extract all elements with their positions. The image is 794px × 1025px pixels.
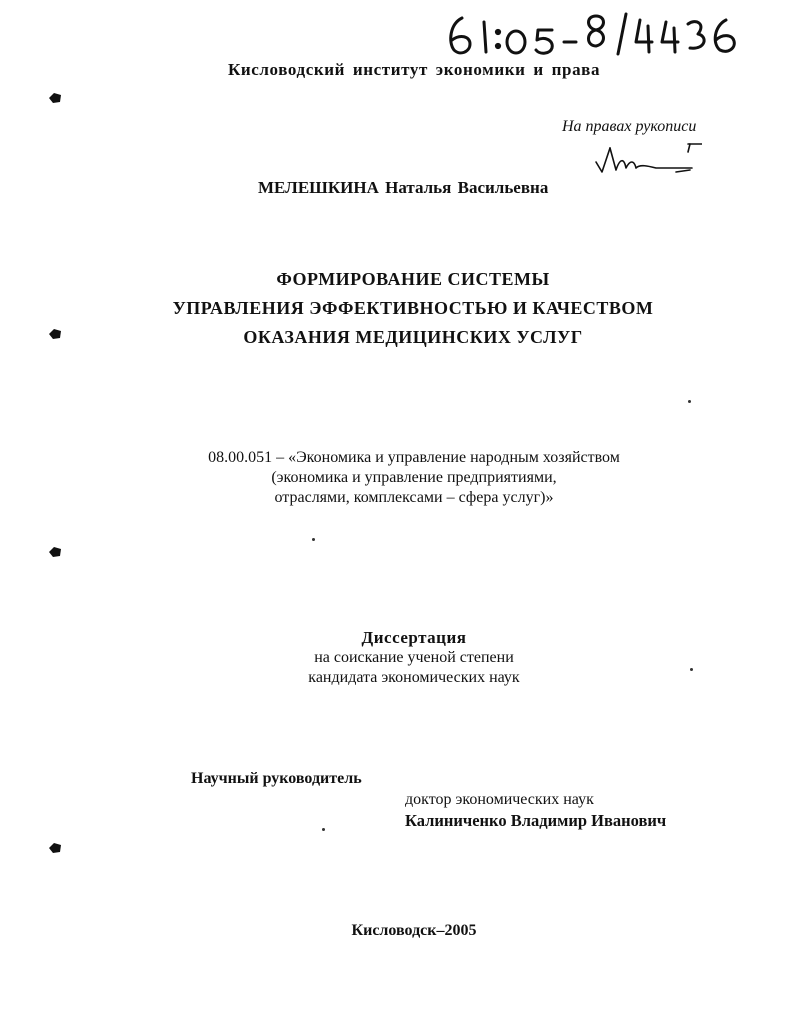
degree-statement [0, 628, 794, 688]
author-name: МЕЛЕШКИНА Наталья Васильевна [258, 178, 549, 197]
handwritten-signature [592, 140, 702, 180]
manuscript-rights-note: На правах рукописи [562, 118, 697, 135]
specialty-line: 08.00.051 – «Экономика и управление народным хозяйством [208, 449, 620, 466]
title-line: УПРАВЛЕНИЯ ЭФФЕКТИВНОСТЬЮ И КАЧЕСТВОМ [172, 298, 654, 318]
binding-hole-shape [48, 546, 62, 558]
title-line: ФОРМИРОВАНИЕ СИСТЕМЫ [276, 269, 550, 289]
binding-hole-mark [48, 842, 62, 854]
binding-hole-mark [48, 328, 62, 340]
institution-name: Кисловодский институт экономики и права [227, 60, 601, 79]
binding-hole-shape [48, 328, 62, 340]
archive-code-handwritten [440, 8, 760, 60]
scan-speck [688, 400, 691, 403]
specialty-code [0, 448, 794, 508]
title-line: ОКАЗАНИЯ МЕДИЦИНСКИХ УСЛУГ [243, 327, 583, 347]
specialty-line: (экономика и управление предприятиями, [271, 469, 557, 486]
archive-code-drawing [440, 8, 760, 60]
dissertation-title [0, 265, 794, 352]
dissertation-label: Диссертация [361, 628, 467, 647]
scan-speck [312, 538, 315, 541]
scan-speck [690, 668, 693, 671]
degree-line: на соискание ученой степени [314, 649, 514, 666]
signature-drawing [592, 140, 702, 180]
specialty-line: отраслями, комплексами – сфера услуг)» [274, 489, 554, 506]
supervisor-degree: доктор экономических наук [405, 791, 594, 808]
binding-hole-mark [48, 92, 62, 104]
supervisor-label: Научный руководитель [191, 770, 362, 787]
place-and-year: Кисловодск–2005 [351, 922, 477, 939]
binding-hole-shape [48, 842, 62, 854]
degree-line: кандидата экономических наук [308, 669, 520, 686]
binding-hole-mark [48, 546, 62, 558]
supervisor-name: Калиниченко Владимир Иванович [405, 811, 667, 830]
scan-speck [322, 828, 325, 831]
binding-hole-shape [48, 92, 62, 104]
